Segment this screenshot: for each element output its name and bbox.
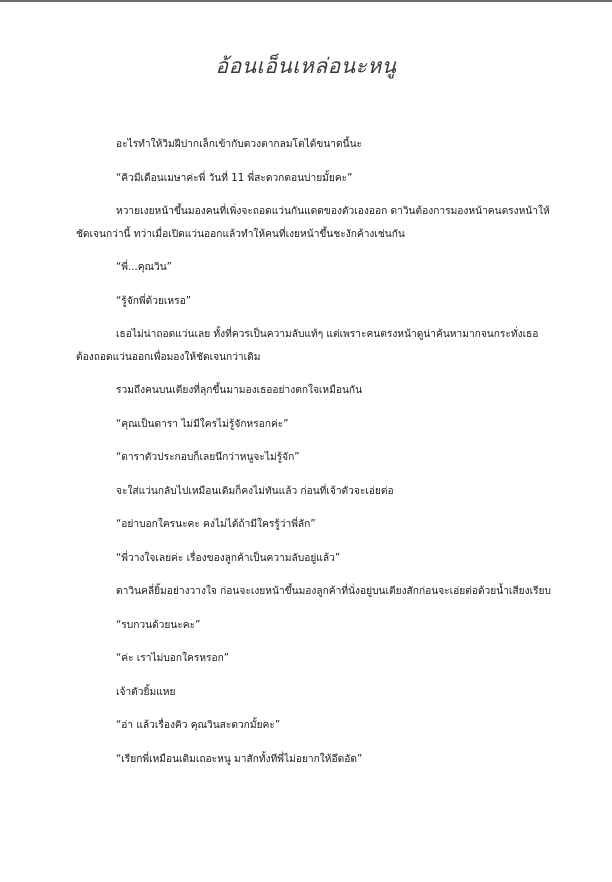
paragraph: ดาวินคลี่ยิ้มอย่างวางใจ ก่อนจะเงยหน้าขึ้นมองลูกค้าที่นั่งอยู่บนเตียงสักก่อนจะเอ่ยต่อด้วยน้ำเสียงเรียบ (116, 586, 551, 597)
paragraph: “เรียกพี่เหมือนเดิมเถอะหนู มาสักทั้งทีพี่ไม่อยากให้อึดอัด” (116, 753, 363, 765)
paragraph: จะใส่แว่นกลับไปเหมือนเดิมก็คงไม่ทันแล้ว ก่อนที่เจ้าตัวจะเอ่ยต่อ (116, 485, 394, 497)
paragraph: หวายเงยหน้าขึ้นมองคนที่เพิ่งจะถอดแว่นกันแดดของตัวเองออก ดาวินต้องการมองหน้าคนตรงหน้าให้ชัดเจนกว่านี้ ทว่าเมื่อเปิดแว่นออกแล้วทำให้คนที่เงยหน้าขึ้นชะงักค้างเช่นกัน (76, 206, 550, 240)
paragraph: “พี่...คุณวิน” (116, 262, 172, 273)
paragraph: “รบกวนด้วยนะคะ” (116, 619, 201, 631)
paragraph: เธอไม่น่าถอดแว่นเลย ทั้งที่ควรเป็นความลับแท้ๆ แต่เพราะคนตรงหน้าดูน่าค้นหามากจนกระทั่งเธอต้องถอดแว่นออกเพื่อมองให้ชัดเจนกว่าเดิม (76, 329, 539, 363)
paragraph: “ดาราตัวประกอบก็เลยนึกว่าหนูจะไม่รู้จัก” (116, 452, 300, 463)
paragraph: “รู้จักพี่ด้วยเหรอ” (116, 295, 191, 307)
chapter-title: อ้อนเอ็นเหล่อนะหนู (215, 54, 397, 78)
paragraph: “อย่าบอกใครนะคะ คงไม่ได้ถ้ามีใครรู้ว่าพี่ลัก” (116, 519, 316, 530)
paragraph: อะไรทำให้วิมฝีปากเล็กเข้ากับดวงตากลมโตได้ขนาดนี้นะ (116, 139, 363, 150)
paragraph: “คิวมีเดือนเมษาค่ะพี่ วันที่ 11 พี่สะดวกตอนบ่ายมั้ยคะ” (116, 172, 353, 184)
top-border-line (0, 0, 612, 2)
paragraph: “อ่า แล้วเรื่องคิว คุณวินสะดวกมั้ยคะ” (116, 720, 281, 731)
document-body (76, 134, 552, 782)
paragraph: “พี่วางใจเลยค่ะ เรื่องของลูกค้าเป็นความลับอยู่แล้ว” (116, 552, 341, 564)
paragraph: รวมถึงคนบนเตียงที่ลุกขึ้นมามองเธออย่างตกใจเหมือนกัน (116, 385, 363, 396)
paragraph: “ค่ะ เราไม่บอกใครหรอก” (116, 653, 230, 664)
paragraph: “คุณเป็นดารา ไม่มีใครไม่รู้จักหรอกค่ะ” (116, 418, 289, 430)
paragraph: เจ้าตัวยิ้มแหย (116, 686, 176, 698)
